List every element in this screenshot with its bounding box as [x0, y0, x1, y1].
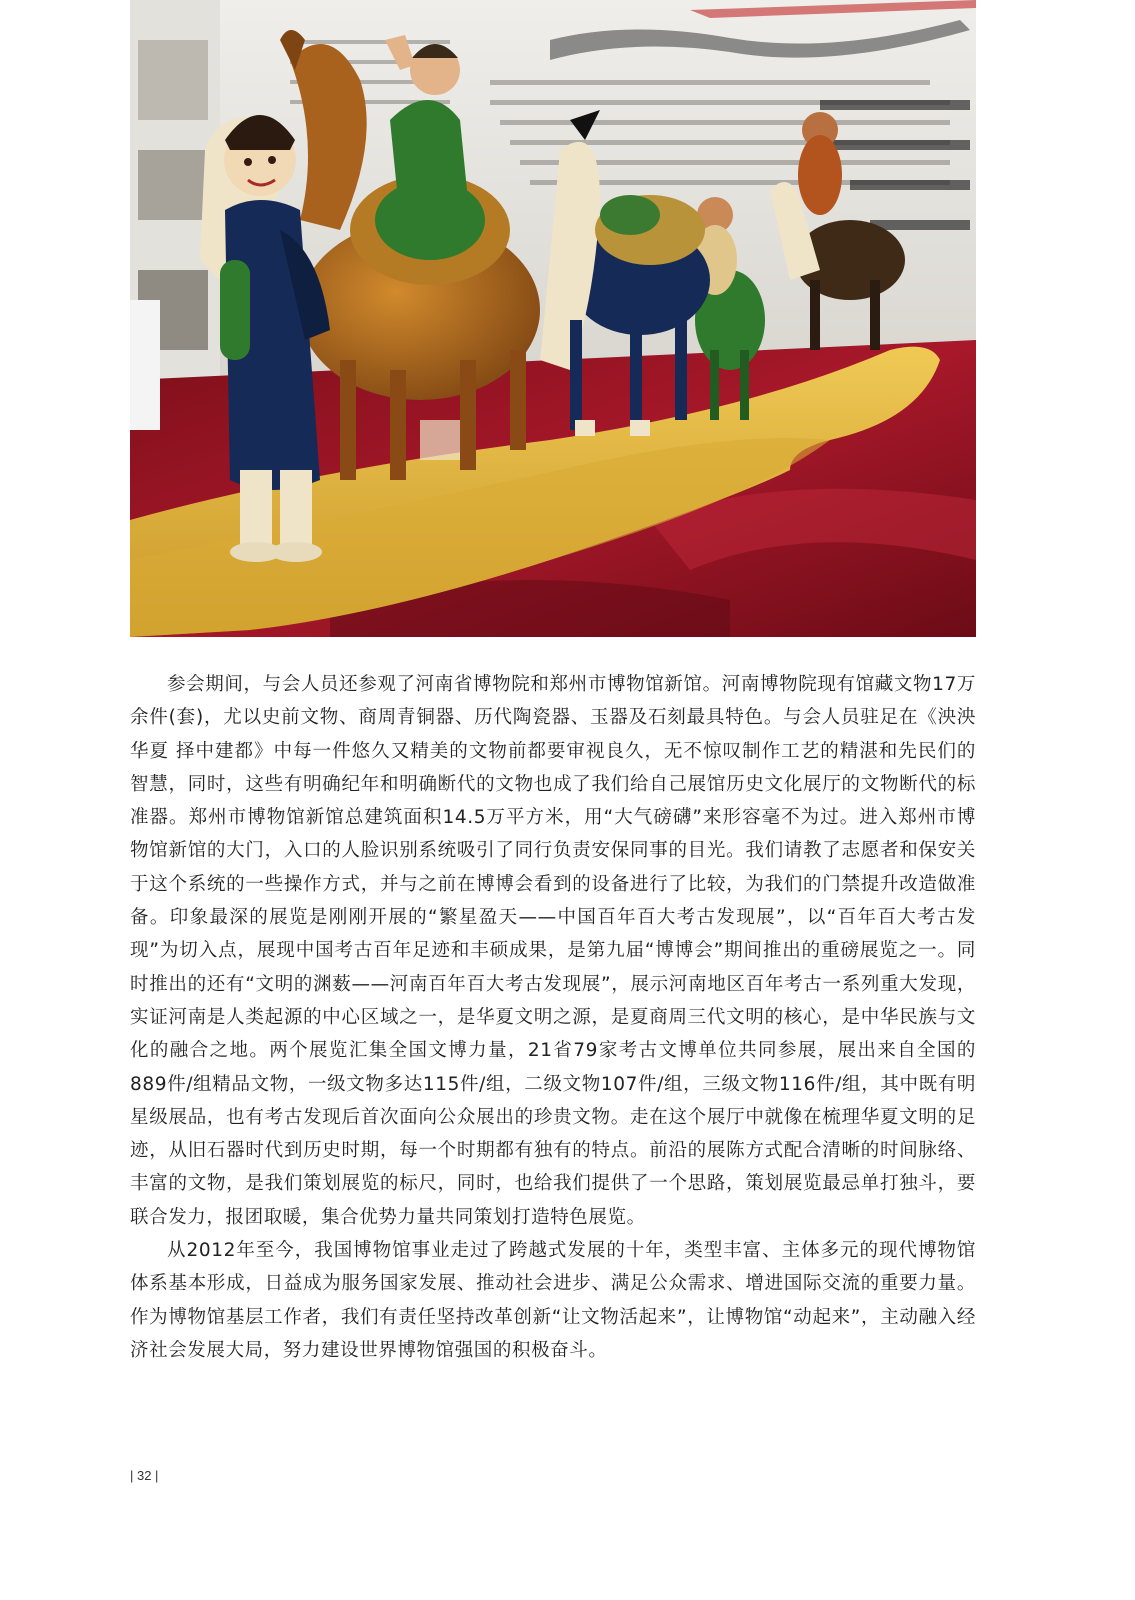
- exhibit-photo: [130, 0, 976, 637]
- page-number: | 32 |: [130, 1468, 159, 1483]
- sancai-figurine-illustration: [130, 0, 976, 637]
- article-body: [130, 668, 976, 1367]
- paragraph-museum-development: 从2012年至今，我国博物馆事业走过了跨越式发展的十年，类型丰富、主体多元的现代博物馆体系基本形成，日益成为服务国家发展、推动社会进步、满足公众需求、增进国际交流的重要力量。作为博物馆基层工作者，我们有责任坚持改革创新“让文物活起来”，让博物馆“动起来”，主动融入经济社会发展大局，努力建设世界博物馆强国的积极奋斗。: [130, 1240, 976, 1361]
- paragraph-exhibition-visit: 参会期间，与会人员还参观了河南省博物院和郑州市博物馆新馆。河南博物院现有馆藏文物17万余件(套)，尤以史前文物、商周青铜器、历代陶瓷器、玉器及石刻最具特色。与会人员驻足在《泱泱华夏 择中建都》中每一件悠久又精美的文物前都要审视良久，无不惊叹制作工艺的精湛和先民们的智慧，同时，这些有明确纪年和明确断代的文物也成了我们给自己展馆历史文化展厅的文物断代的标准器。郑州市博物馆新馆总建筑面积14.5万平方米，用“大气磅礴”来形容毫不为过。进入郑州市博物馆新馆的大门，入口的人脸识别系统吸引了同行负责安保同事的目光。我们请教了志愿者和保安关于这个系统的一些操作方式，并与之前在博博会看到的设备进行了比较，为我们的门禁提升改造做准备。印象最深的展览是刚刚开展的“繁星盈天——中国百年百大考古发现展”，以“百年百大考古发现”为切入点，展现中国考古百年足迹和丰硕成果，是第九届“博博会”期间推出的重磅展览之一。同时推出的还有“文明的渊薮——河南百年百大考古发现展”，展示河南地区百年考古一系列重大发现，实证河南是人类起源的中心区域之一，是华夏文明之源，是夏商周三代文明的核心，是中华民族与文化的融合之地。两个展览汇集全国文博力量，21省79家考古文博单位共同参展，展出来自全国的889件/组精品文物，一级文物多达115件/组，二级文物107件/组，三级文物116件/组，其中既有明星级展品，也有考古发现后首次面向公众展出的珍贵文物。走在这个展厅中就像在梳理华夏文明的足迹，从旧石器时代到历史时期，每一个时期都有独有的特点。前沿的展陈方式配合清晰的时间脉络、丰富的文物，是我们策划展览的标尺，同时，也给我们提供了一个思路，策划展览最忌单打独斗，要联合发力，报团取暖，集合优势力量共同策划打造特色展览。: [130, 674, 976, 1228]
